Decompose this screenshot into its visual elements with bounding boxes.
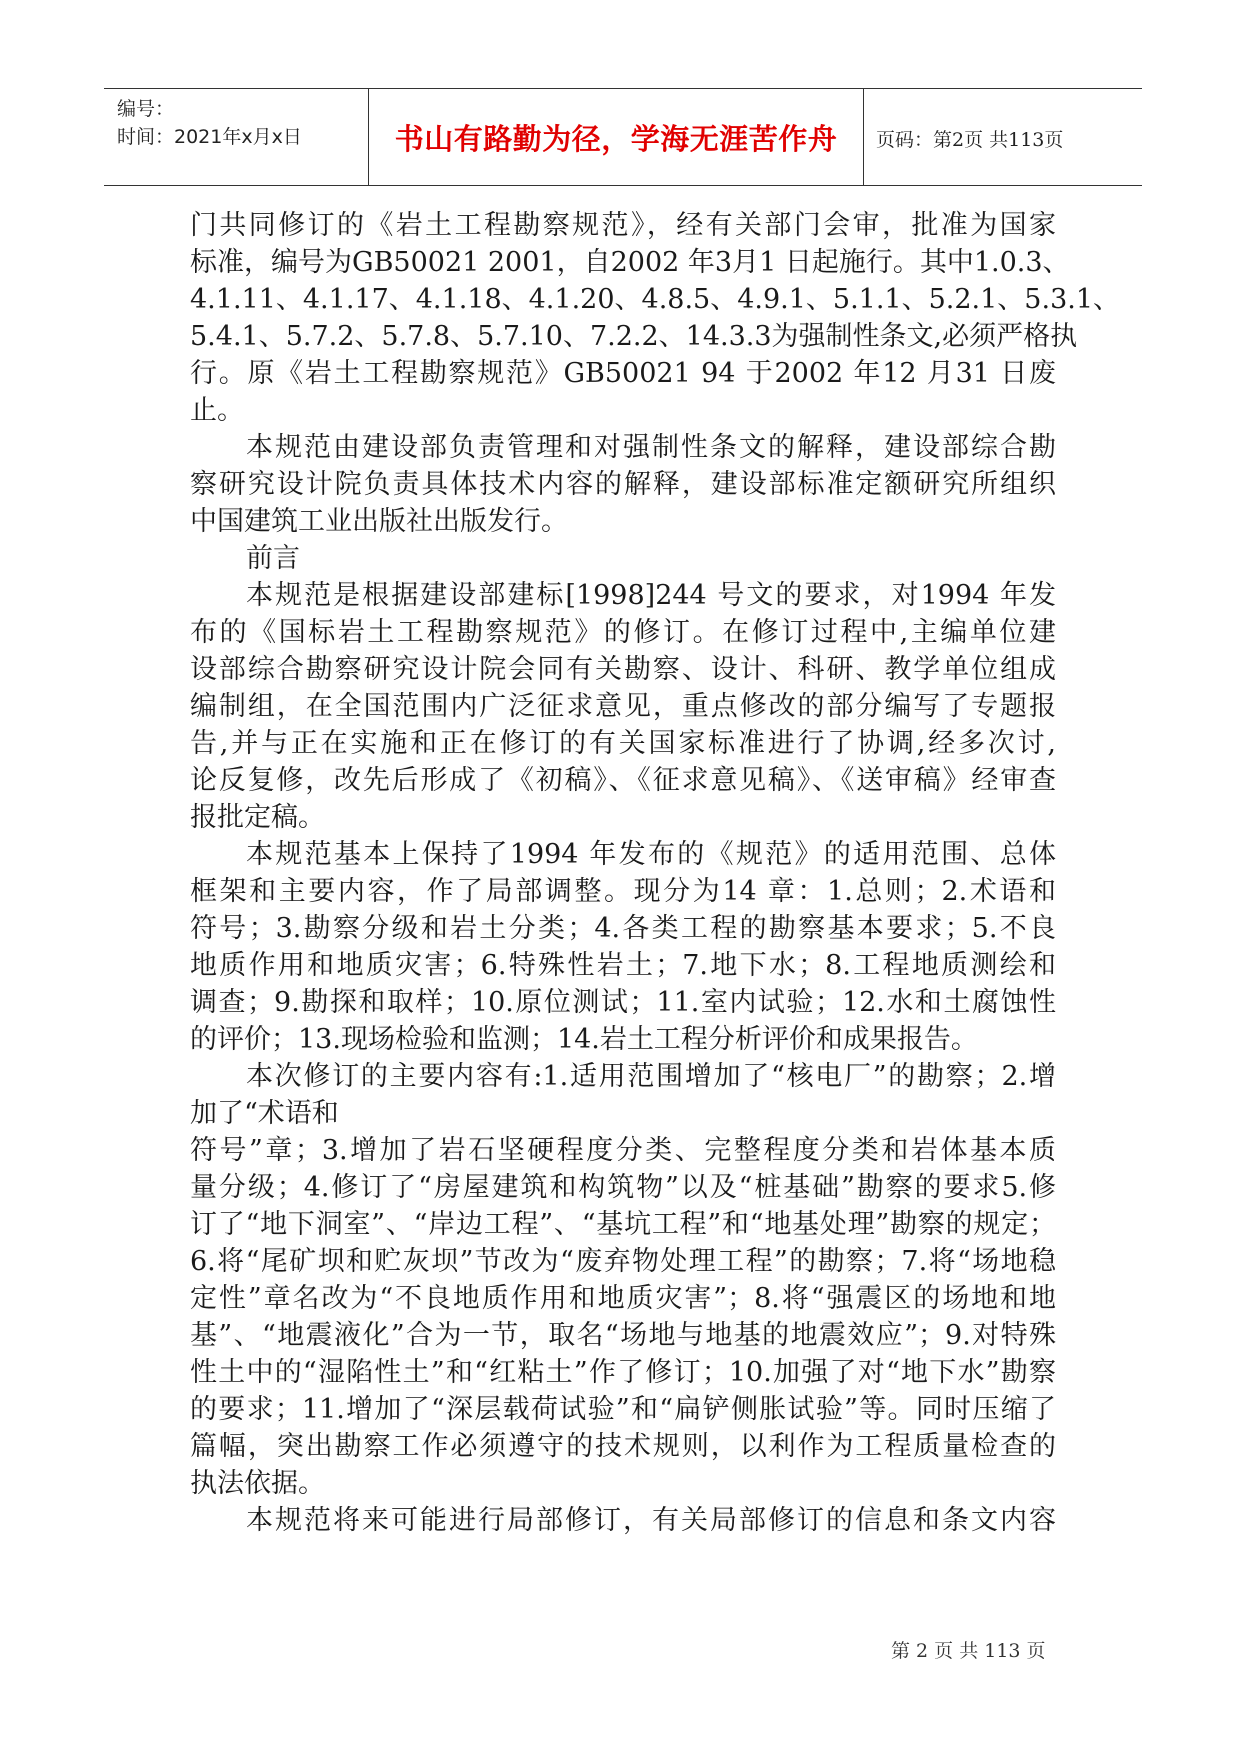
body-line: 报批定稿。 — [190, 802, 325, 833]
body-line: 加了“术语和 — [190, 1098, 339, 1129]
body-line: 基”、“地震液化”合为一节，取名“场地与地基的地震效应”；9.对特殊 — [190, 1320, 1056, 1351]
body-line: 5.4.1、5.7.2、5.7.8、5.7.10、7.2.2、14.3.3为强制性条文,必须严格执 — [190, 321, 1078, 352]
body-line: 符号；3.勘察分级和岩土分类；4.各类工程的勘察基本要求；5.不良 — [190, 913, 1056, 944]
body-line: 前言 — [246, 543, 300, 574]
body-line: 定性”章名改为“不良地质作用和地质灾害”；8.将“强震区的场地和地 — [190, 1283, 1056, 1314]
header-center-cell — [368, 89, 864, 185]
header-right-cell — [864, 89, 1142, 185]
header-left-cell — [104, 89, 368, 185]
body-line: 框架和主要内容，作了局部调整。现分为14 章：1.总则；2.术语和 — [190, 876, 1056, 907]
body-line: 量分级；4.修订了“房屋建筑和构筑物”以及“桩基础”勘察的要求5.修 — [190, 1172, 1056, 1203]
body-line: 行。原《岩土工程勘察规范》GB50021 94 于2002 年12 月31 日废 — [190, 358, 1056, 389]
body-line: 符号”章；3.增加了岩石坚硬程度分类、完整程度分类和岩体基本质 — [190, 1135, 1056, 1166]
body-line: 4.1.11、4.1.17、4.1.18、4.1.20、4.8.5、4.9.1、5.1.1、5.2.1、5.3.1、 — [190, 284, 1121, 315]
body-line: 编制组，在全国范围内广泛征求意见，重点修改的部分编写了专题报 — [190, 691, 1056, 722]
footer-page-info: 第 2 页 共 113 页 — [891, 1640, 1046, 1662]
body-line: 的评价；13.现场检验和监测；14.岩土工程分析评价和成果报告。 — [190, 1024, 978, 1055]
body-line: 论反复修，改先后形成了《初稿》、《征求意见稿》、《送审稿》经审查 — [190, 765, 1056, 796]
body-line: 本规范是根据建设部建标[1998]244 号文的要求，对1994 年发 — [246, 580, 1056, 611]
header-motto: 书山有路勤为径，学海无涯苦作舟 — [394, 122, 838, 156]
header-page-info: 页码：第2页 共113页 — [876, 129, 1064, 151]
header-table — [104, 88, 1142, 186]
body-line: 性土中的“湿陷性土”和“红粘土”作了修订；10.加强了对“地下水”勘察 — [190, 1357, 1056, 1388]
body-line: 告,并与正在实施和正在修订的有关国家标准进行了协调,经多次讨, — [190, 728, 1056, 759]
body-line: 察研究设计院负责具体技术内容的解释，建设部标准定额研究所组织 — [190, 469, 1056, 500]
body-line: 本规范由建设部负责管理和对强制性条文的解释，建设部综合勘 — [246, 432, 1056, 463]
body-line: 设部综合勘察研究设计院会同有关勘察、设计、科研、教学单位组成 — [190, 654, 1056, 685]
document-body — [190, 207, 1121, 1539]
body-line: 本规范基本上保持了1994 年发布的《规范》的适用范围、总体 — [246, 839, 1056, 870]
body-line: 执法依据。 — [190, 1468, 325, 1499]
body-line: 的要求；11.增加了“深层载荷试验”和“扁铲侧胀试验”等。同时压缩了 — [190, 1394, 1056, 1425]
body-line: 布的《国标岩土工程勘察规范》的修订。在修订过程中,主编单位建 — [190, 617, 1056, 648]
document-time-label: 时间：2021年x月x日 — [117, 126, 302, 148]
document-number-label: 编号： — [117, 98, 175, 120]
body-line: 6.将“尾矿坝和贮灰坝”节改为“废弃物处理工程”的勘察；7.将“场地稳 — [190, 1246, 1056, 1277]
body-line: 本次修订的主要内容有:1.适用范围增加了“核电厂”的勘察；2.增 — [246, 1061, 1056, 1092]
body-line: 篇幅，突出勘察工作必须遵守的技术规则，以利作为工程质量检查的 — [190, 1431, 1056, 1462]
body-line: 订了“地下洞室”、“岸边工程”、“基坑工程”和“地基处理”勘察的规定； — [190, 1209, 1056, 1240]
body-line: 调查；9.勘探和取样；10.原位测试；11.室内试验；12.水和土腐蚀性 — [190, 987, 1056, 1018]
body-line: 门共同修订的《岩土工程勘察规范》，经有关部门会审，批准为国家 — [190, 210, 1056, 241]
body-line: 本规范将来可能进行局部修订，有关局部修订的信息和条文内容 — [246, 1505, 1056, 1536]
body-line: 中国建筑工业出版社出版发行。 — [190, 506, 568, 537]
body-line: 地质作用和地质灾害；6.特殊性岩土；7.地下水；8.工程地质测绘和 — [190, 950, 1056, 981]
body-line: 标准，编号为GB50021 2001，自2002 年3月1 日起施行。其中1.0.3、 — [190, 247, 1070, 278]
body-line: 止。 — [190, 395, 244, 426]
